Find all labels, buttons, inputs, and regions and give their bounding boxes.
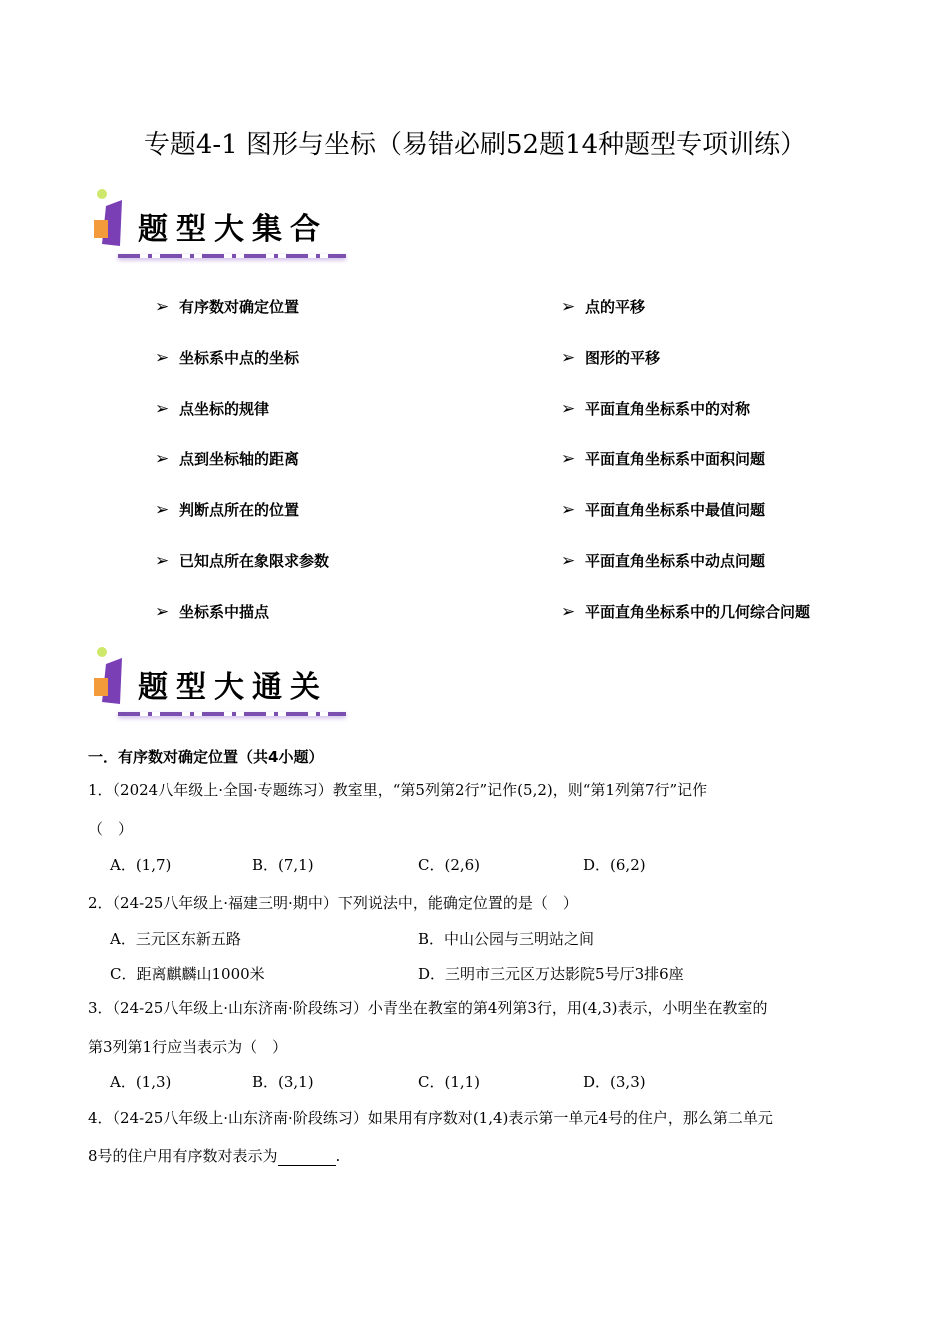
question-1-stem: 1．（2024八年级上·全国·专题练习）教室里，“第5列第2行”记作(5,2)，则“第1列第7行”记作 (88, 781, 708, 799)
topic-item: ➢ 已知点所在象限求参数 (155, 551, 330, 571)
banner-divider (118, 254, 346, 258)
arrow-bullet-icon: ➢ (155, 399, 170, 419)
question-3-option-a: A．(1,3) (110, 1073, 172, 1091)
banner-divider (118, 712, 346, 716)
arrow-bullet-icon: ➢ (155, 297, 170, 317)
question-4-stem: 4．（24-25八年级上·山东济南·阶段练习）如果用有序数对(1,4)表示第一单元4号的住户，那么第二单元 (88, 1109, 773, 1127)
question-2-option-d: D．三明市三元区万达影院5号厅3排6座 (418, 965, 684, 983)
question-1-option-a: A．(1,7) (110, 856, 172, 874)
question-2-stem: 2．（24-25八年级上·福建三明·期中）下列说法中，能确定位置的是（ ） (88, 894, 578, 912)
arrow-bullet-icon: ➢ (561, 449, 576, 469)
question-4-end: . (335, 1147, 341, 1165)
question-2-option-b: B．中山公园与三明站之间 (418, 930, 595, 948)
question-3-continuation: 第3列第1行应当表示为（ ） (88, 1038, 288, 1056)
topic-item: ➢ 平面直角坐标系中的几何综合问题 (561, 602, 811, 622)
arrow-bullet-icon: ➢ (561, 602, 576, 622)
topic-item: ➢ 判断点所在的位置 (155, 500, 300, 520)
question-2-option-a: A．三元区东新五路 (110, 930, 241, 948)
topic-item: ➢ 平面直角坐标系中动点问题 (561, 551, 766, 571)
question-4-continuation (88, 1145, 340, 1166)
topic-item: ➢ 有序数对确定位置 (155, 297, 300, 317)
page-title: 专题4-1 图形与坐标（易错必刷52题14种题型专项训练） (143, 130, 807, 160)
topic-item: ➢ 坐标系中点的坐标 (155, 348, 300, 368)
wizard-mascot-icon (92, 186, 132, 256)
topic-item: ➢ 点的平移 (561, 297, 646, 317)
topic-item: ➢ 点到坐标轴的距离 (155, 449, 300, 469)
topic-item: ➢ 平面直角坐标系中的对称 (561, 399, 751, 419)
banner-topic-collection (88, 182, 350, 266)
arrow-bullet-icon: ➢ (561, 297, 576, 317)
question-1-option-c: C．(2,6) (418, 856, 481, 874)
answer-blank[interactable] (278, 1147, 336, 1166)
question-1-option-b: B．(7,1) (252, 856, 314, 874)
section-heading: 一．有序数对确定位置（共4小题） (88, 748, 324, 766)
banner-topic-practice (88, 640, 350, 724)
topic-item: ➢ 坐标系中描点 (155, 602, 270, 622)
question-2-option-c: C．距离麒麟山1000米 (110, 965, 265, 983)
arrow-bullet-icon: ➢ (155, 602, 170, 622)
banner-title: 题型大集合 (138, 212, 328, 247)
topic-item: ➢ 平面直角坐标系中面积问题 (561, 449, 766, 469)
question-4-text: 8号的住户用有序数对表示为 (88, 1147, 278, 1165)
topic-item: ➢ 点坐标的规律 (155, 399, 270, 419)
arrow-bullet-icon: ➢ (561, 348, 576, 368)
topic-item: ➢ 平面直角坐标系中最值问题 (561, 500, 766, 520)
question-3-stem: 3．（24-25八年级上·山东济南·阶段练习）小青坐在教室的第4列第3行，用(4,3)表示，小明坐在教室的 (88, 999, 768, 1017)
question-3-option-c: C．(1,1) (418, 1073, 481, 1091)
arrow-bullet-icon: ➢ (561, 551, 576, 571)
banner-title: 题型大通关 (138, 670, 328, 705)
arrow-bullet-icon: ➢ (155, 551, 170, 571)
question-1-option-d: D．(6,2) (583, 856, 646, 874)
question-3-option-d: D．(3,3) (583, 1073, 646, 1091)
arrow-bullet-icon: ➢ (155, 449, 170, 469)
arrow-bullet-icon: ➢ (155, 348, 170, 368)
topic-item: ➢ 图形的平移 (561, 348, 661, 368)
question-1-continuation: （ ） (88, 820, 134, 838)
question-3-option-b: B．(3,1) (252, 1073, 314, 1091)
arrow-bullet-icon: ➢ (561, 399, 576, 419)
arrow-bullet-icon: ➢ (561, 500, 576, 520)
wizard-mascot-icon (92, 644, 132, 714)
arrow-bullet-icon: ➢ (155, 500, 170, 520)
